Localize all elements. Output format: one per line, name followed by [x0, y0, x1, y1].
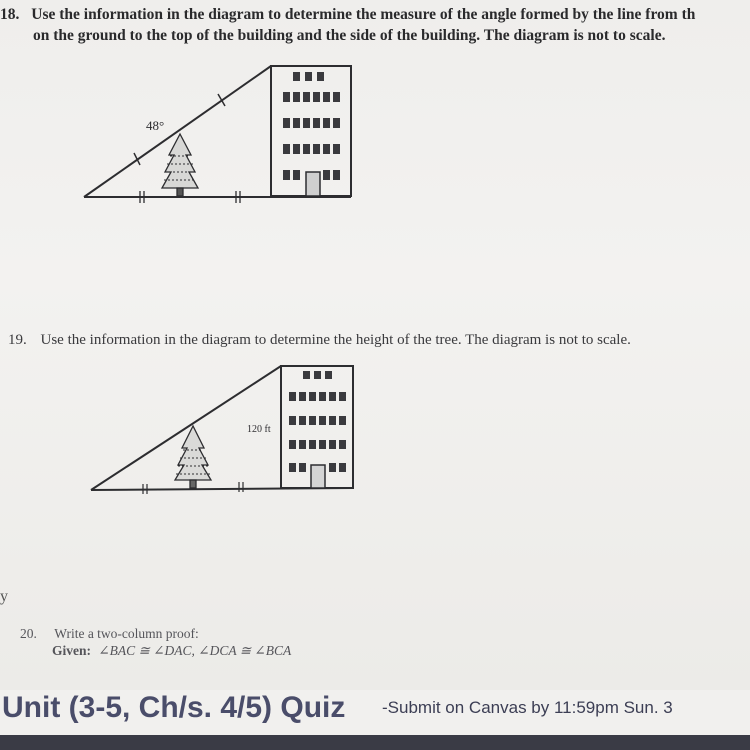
question-19-text: Use the information in the diagram to determine the height of the tree. The diagram is not to scale. — [40, 332, 631, 348]
building-windows — [283, 72, 340, 180]
diagram-19 — [85, 360, 365, 500]
question-19 — [8, 330, 631, 351]
question-18-text: Use the information in the diagram to determine the measure of the angle formed by the line from th — [31, 6, 696, 23]
height-label: 120 ft — [247, 424, 271, 435]
question-19-number: 19. — [8, 332, 27, 348]
bottom-strip — [0, 735, 750, 750]
angle-label: 48° — [146, 118, 165, 133]
question-20 — [20, 625, 199, 642]
diagram-18 — [78, 60, 368, 220]
building-door — [306, 172, 320, 196]
building-door — [311, 465, 325, 488]
question-18-number: 18. — [0, 6, 20, 23]
tree — [175, 426, 211, 488]
given-text: ∠BAC ≅ ∠DAC, ∠DCA ≅ ∠BCA — [98, 643, 292, 658]
quiz-title: Unit (3-5, Ch/s. 4/5) Quiz — [2, 691, 346, 724]
question-18-line1 — [0, 4, 695, 25]
margin-mark: y — [0, 588, 8, 605]
question-20-given — [52, 642, 291, 659]
question-20-number: 20. — [20, 626, 37, 641]
given-label: Given: — [52, 643, 91, 658]
building-windows — [289, 371, 346, 472]
question-20-text: Write a two-column proof: — [54, 626, 199, 641]
submission-note: -Submit on Canvas by 11:59pm Sun. 3 — [382, 698, 673, 717]
question-18-line2: on the ground to the top of the building and the side of the building. The diagram is not to scale. — [33, 27, 666, 44]
tree — [162, 134, 198, 196]
